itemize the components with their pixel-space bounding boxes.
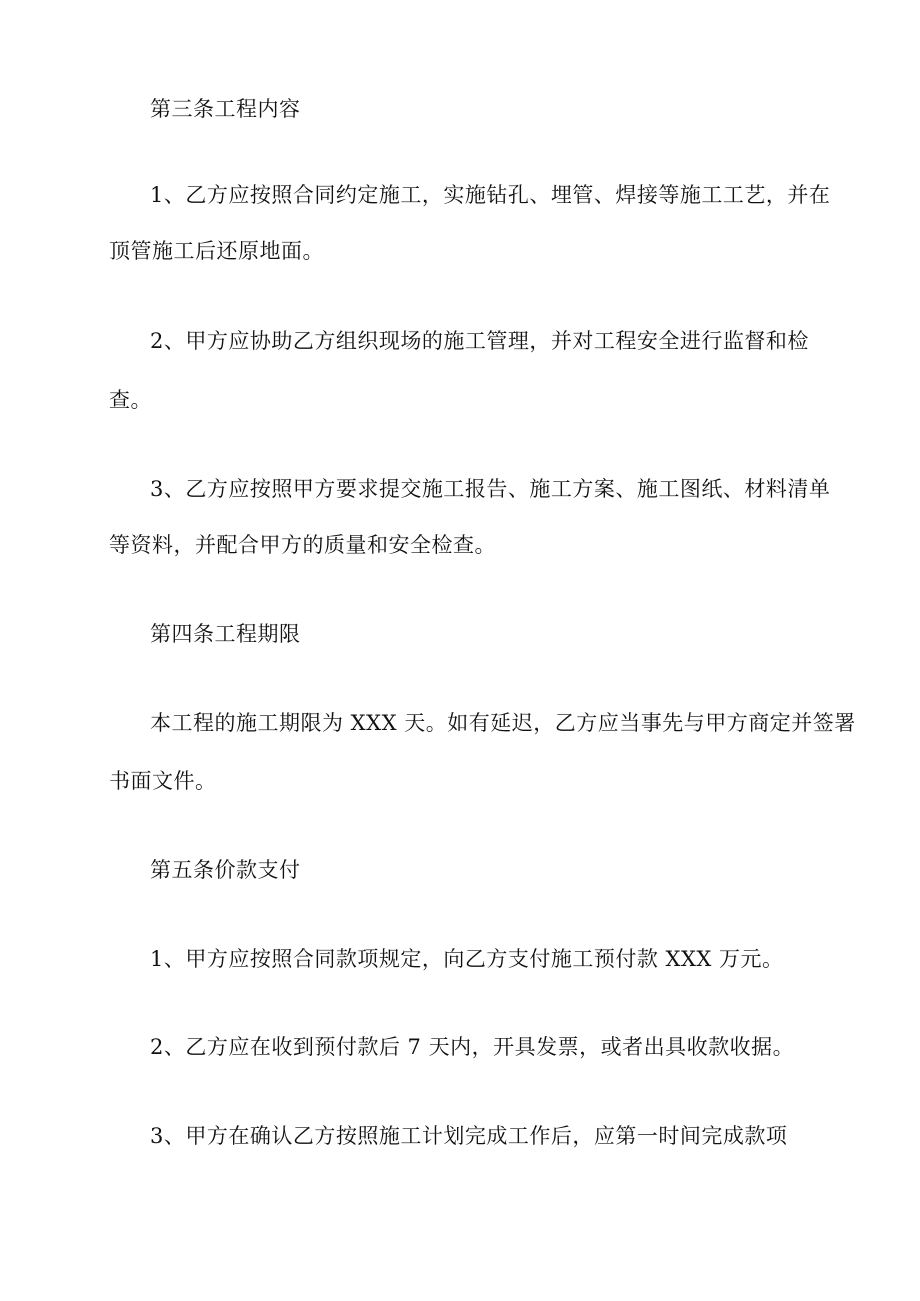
article3-item1-line1: 1、乙方应按照合同约定施工，实施钻孔、埋管、焊接等施工工艺，并在 [150,183,831,207]
article3-item2-line1: 2、甲方应协助乙方组织现场的施工管理，并对工程安全进行监督和检 [150,329,809,353]
article3-item3-line1: 3、乙方应按照甲方要求提交施工报告、施工方案、施工图纸、材料清单 [150,477,831,501]
article3-item2-line2: 查。 [109,388,152,412]
article3-item1-line2: 顶管施工后还原地面。 [109,239,324,263]
article4-heading: 第四条工程期限 [150,622,301,646]
article5-item3: 3、甲方在确认乙方按照施工计划完成工作后，应第一时间完成款项 [150,1124,788,1148]
article5-heading: 第五条价款支付 [150,858,301,882]
article4-body-line2: 书面文件。 [109,769,217,793]
article3-heading: 第三条工程内容 [150,97,301,121]
article5-item2: 2、乙方应在收到预付款后 7 天内，开具发票，或者出具收款收据。 [150,1035,795,1059]
article5-item1: 1、甲方应按照合同款项规定，向乙方支付施工预付款 XXX 万元。 [150,947,784,971]
article3-item3-line2: 等资料，并配合甲方的质量和安全检查。 [109,533,496,557]
article4-body-line1: 本工程的施工期限为 XXX 天。如有延迟，乙方应当事先与甲方商定并签署 [150,711,856,735]
